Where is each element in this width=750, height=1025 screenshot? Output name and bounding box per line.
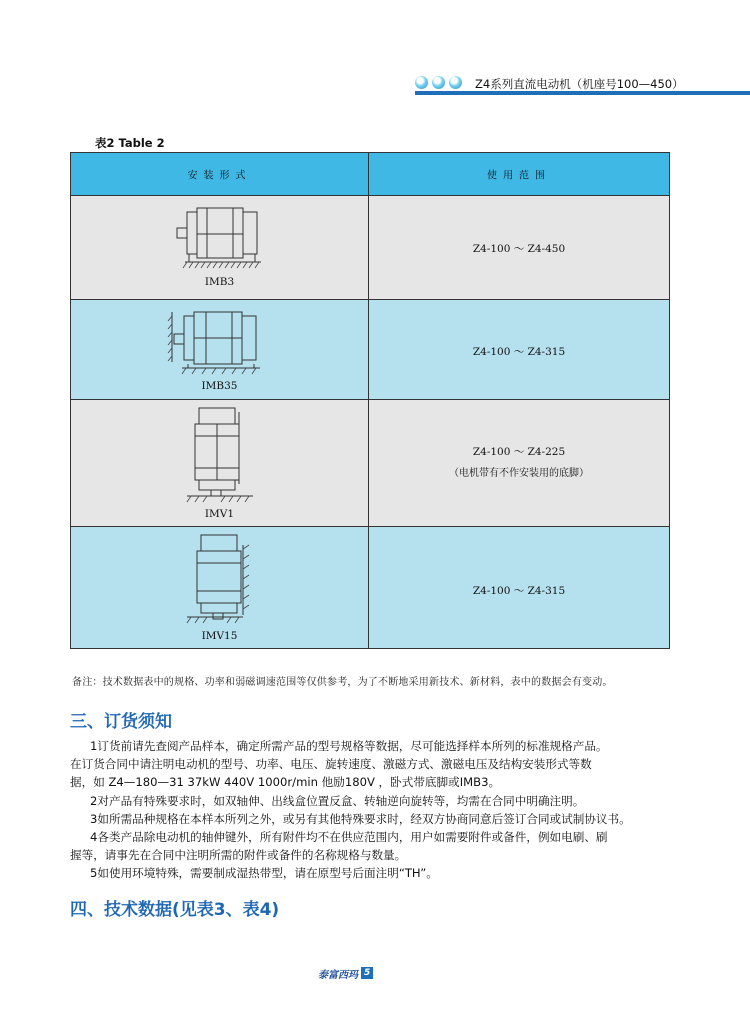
- header-circle-icons: [415, 76, 462, 89]
- table-header-row: [71, 153, 669, 196]
- motor-imb35-icon: [166, 306, 276, 378]
- note-4a: 4各类产品除电动机的轴伸键外，所有附件均不在供应范围内，用户如需要附件或备件，例如电刷、刷: [90, 830, 608, 845]
- header-title: Z4系列直流电动机（机座号100—450）: [475, 77, 684, 91]
- mounting-table: [70, 152, 670, 649]
- note-1b: 在订货合同中请注明电动机的型号、功率、电压、旋转速度、激磁方式、激磁电压及结构安装形式等数: [70, 757, 592, 772]
- range-value: Z4-100 ～ Z4-225: [472, 446, 566, 458]
- note-5: 5如使用环境特殊，需要制成湿热带型，请在原型号后面注明“TH”。: [90, 866, 438, 881]
- page-header: [415, 75, 750, 92]
- header-cell-mount: [71, 153, 369, 195]
- footer-brand: 泰富西玛: [318, 969, 358, 981]
- column-header-mount: 安装形式: [187, 170, 252, 182]
- table-row: [71, 527, 669, 648]
- range-cell: [369, 300, 669, 399]
- range-value: Z4-100 ～ Z4-315: [472, 346, 566, 358]
- mount-label: IMV15: [201, 630, 238, 642]
- range-cell: [369, 196, 669, 299]
- range-cell: [369, 527, 669, 648]
- mount-cell: [71, 300, 369, 399]
- circle-icon: [449, 76, 462, 89]
- page-footer: [318, 966, 373, 980]
- circle-icon: [432, 76, 445, 89]
- circle-icon: [415, 76, 428, 89]
- note-1a: 1订货前请先查阅产品样本，确定所需产品的型号规格等数据，尽可能选择样本所列的标准规格产品。: [90, 739, 608, 753]
- ordering-notes: [70, 737, 680, 883]
- mount-label: IMB35: [201, 380, 238, 392]
- section-title-ordering: 三、订货须知: [70, 712, 172, 732]
- mount-label: IMB3: [204, 276, 235, 288]
- range-value: Z4-100 ～ Z4-315: [472, 585, 566, 597]
- mount-cell: [71, 400, 369, 526]
- header-rule: [415, 91, 750, 95]
- column-header-range: 使用范围: [487, 170, 551, 182]
- note-3: 3如所需品种规格在本样本所列之外，或另有其他特殊要求时，经双方协商同意后签订合同或试制协议书。: [90, 811, 631, 826]
- mount-cell: [71, 527, 369, 648]
- table-row: [71, 196, 669, 300]
- page-number: 5: [361, 967, 373, 979]
- header-cell-range: [369, 153, 669, 195]
- note-4b: 握等，请事先在合同中注明所需的附件或备件的名称规格与数量。: [70, 848, 407, 863]
- mount-cell: [71, 196, 369, 299]
- range-note: （电机带有不作安装用的底脚）: [449, 468, 589, 479]
- mount-label: IMV1: [204, 508, 235, 520]
- note-2: 2对产品有特殊要求时，如双轴伸、出线盒位置反盒、转轴逆向旋转等，均需在合同中明确注明。: [90, 793, 585, 808]
- table-row: [71, 400, 669, 527]
- motor-imb3-icon: [171, 204, 271, 274]
- motor-imv15-icon: [181, 531, 265, 631]
- motor-imv1-icon: [181, 404, 261, 508]
- note-1c: 据，如 Z4—180—31 37kW 440V 1000r/min 他励180V ，卧式带底脚或IMB3。: [70, 775, 501, 790]
- table-caption: 表2 Table 2: [95, 136, 165, 150]
- table-row: [71, 300, 669, 400]
- section-title-tech-data: 四、技术数据(见表3、表4): [70, 900, 280, 920]
- range-value: Z4-100 ～ Z4-450: [472, 243, 566, 255]
- table-footnote: 备注：技术数据表中的规格、功率和弱磁调速范围等仅供参考，为了不断地采用新技术、新材料，表中的数据会有变动。: [72, 677, 613, 688]
- range-cell: [369, 400, 669, 526]
